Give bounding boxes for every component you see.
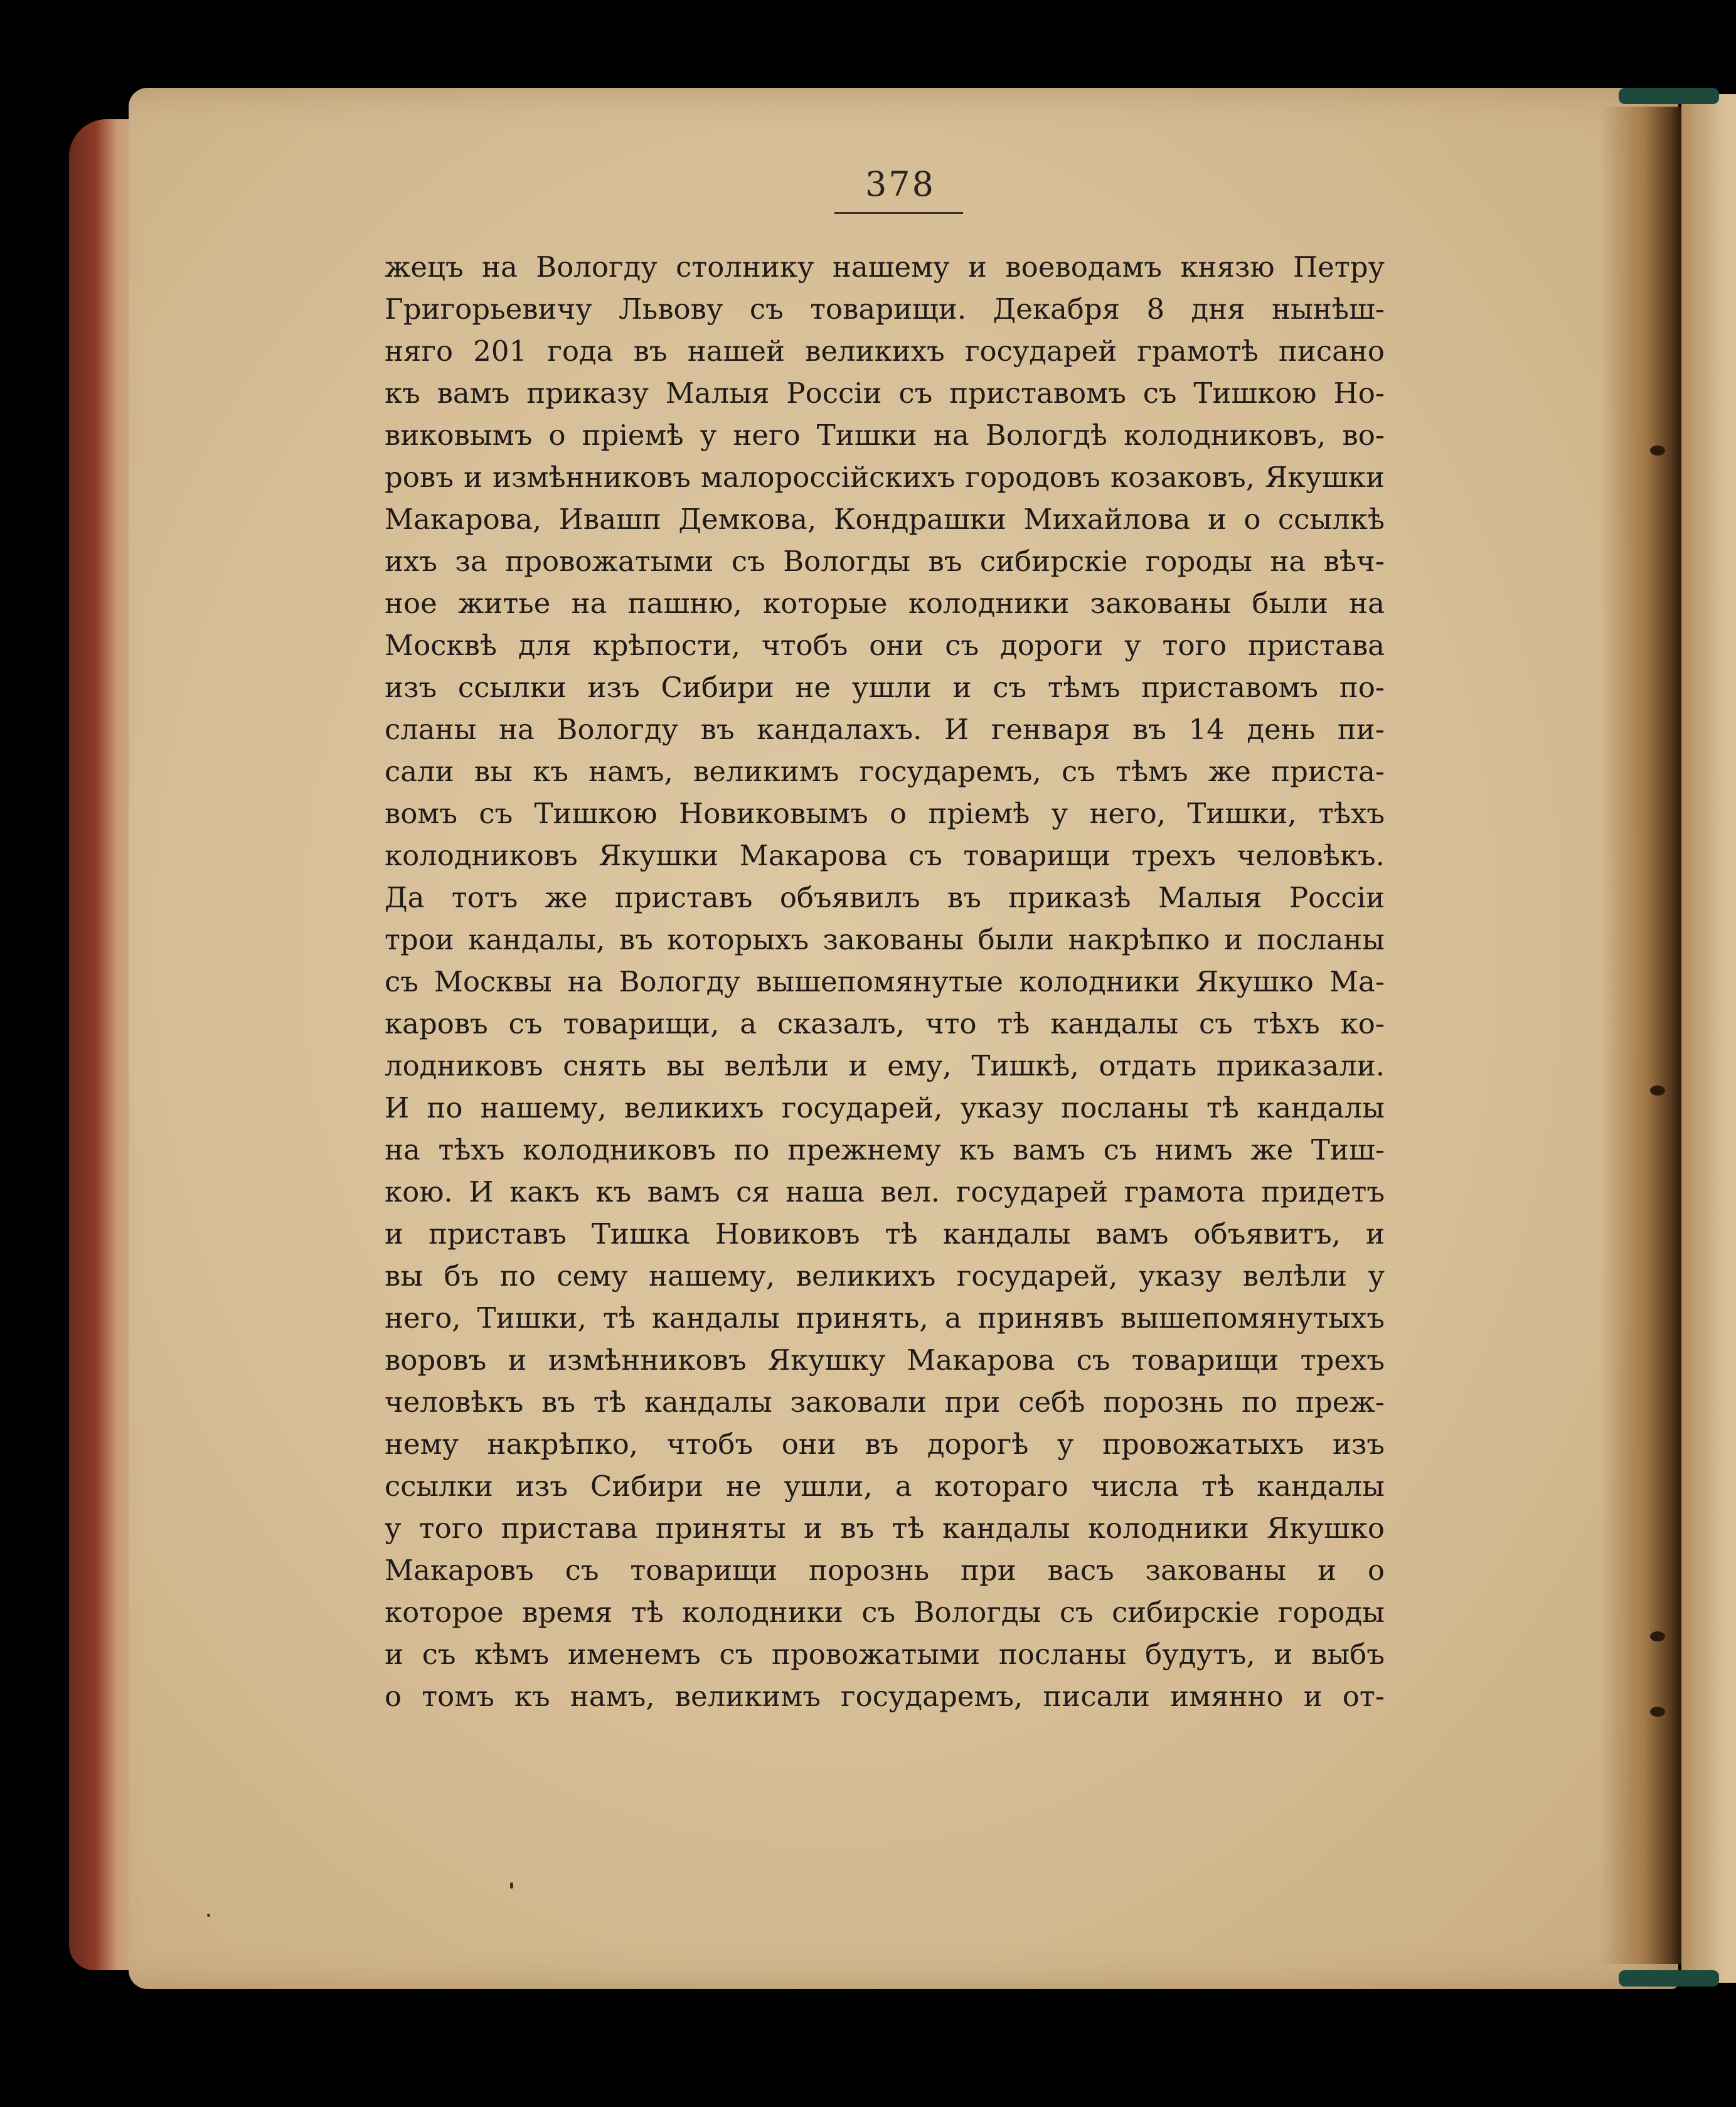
- text-line: трои кандалы, въ которыхъ закованы были накрѣпко и посланы: [385, 923, 1385, 956]
- text-line: къ вамъ приказу Малыя Россіи съ приставомъ съ Тишкою Но-: [385, 376, 1385, 410]
- binding-stitch: [1650, 1707, 1665, 1717]
- text-line: сали вы къ намъ, великимъ государемъ, съ тѣмъ же приста-: [385, 755, 1385, 788]
- text-line: Григорьевичу Львову съ товарищи. Декабря 8 дня нынѣш-: [385, 292, 1385, 326]
- text-line: которое время тѣ колодники съ Вологды съ сибирскіе городы: [385, 1596, 1385, 1629]
- book-gutter: [1600, 107, 1681, 1964]
- binding-stitch: [1650, 1086, 1665, 1096]
- text-line: ихъ за провожатыми съ Вологды въ сибирскіе городы на вѣч-: [385, 545, 1385, 578]
- paper-speck: [207, 1914, 210, 1917]
- binding-thread-bottom: [1619, 1970, 1719, 1987]
- text-line: съ Москвы на Вологду вышепомянутые колодники Якушко Ма-: [385, 965, 1385, 998]
- text-line: колодниковъ Якушки Макарова съ товарищи трехъ человѣкъ.: [385, 839, 1385, 872]
- binding-stitch: [1650, 445, 1665, 456]
- text-line: вы бъ по сему нашему, великихъ государей, указу велѣли у: [385, 1259, 1385, 1293]
- header-rule: [834, 212, 963, 214]
- body-text: [385, 246, 1385, 1717]
- text-line: ное житье на пашню, которые колодники закованы были на: [385, 587, 1385, 620]
- text-line: лодниковъ снять вы велѣли и ему, Тишкѣ, отдать приказали.: [385, 1049, 1385, 1082]
- text-line: у того пристава приняты и въ тѣ кандалы колодники Якушко: [385, 1512, 1385, 1545]
- text-line: И по нашему, великихъ государей, указу посланы тѣ кандалы: [385, 1091, 1385, 1124]
- text-line: нему накрѣпко, чтобъ они въ дорогѣ у провожатыхъ изъ: [385, 1427, 1385, 1461]
- text-line: на тѣхъ колодниковъ по прежнему къ вамъ съ нимъ же Тиш-: [385, 1133, 1385, 1166]
- right-page-edge: [1681, 94, 1736, 1983]
- text-line: сланы на Вологду въ кандалахъ. И генваря въ 14 день пи-: [385, 713, 1385, 746]
- text-line: Да тотъ же приставъ объявилъ въ приказѣ Малыя Россіи: [385, 881, 1385, 914]
- text-line: жецъ на Вологду столнику нашему и воеводамъ князю Петру: [385, 250, 1385, 284]
- text-line: человѣкъ въ тѣ кандалы заковали при себѣ порознь по преж-: [385, 1385, 1385, 1419]
- text-line: и приставъ Тишка Новиковъ тѣ кандалы вамъ объявитъ, и: [385, 1217, 1385, 1251]
- text-line: виковымъ о пріемѣ у него Тишки на Вологдѣ колодниковъ, во-: [385, 419, 1385, 452]
- text-line: него, Тишки, тѣ кандалы принять, а принявъ вышепомянутыхъ: [385, 1301, 1385, 1335]
- text-line: кою. И какъ къ вамъ ся наша вел. государей грамота придетъ: [385, 1175, 1385, 1208]
- text-line: ровъ и измѣнниковъ малороссійскихъ городовъ козаковъ, Якушки: [385, 461, 1385, 494]
- text-line: ссылки изъ Сибири не ушли, а котораго числа тѣ кандалы: [385, 1470, 1385, 1503]
- text-line: каровъ съ товарищи, а сказалъ, что тѣ кандалы съ тѣхъ ко-: [385, 1007, 1385, 1040]
- paper-speck: [510, 1882, 513, 1889]
- text-line: и съ кѣмъ именемъ съ провожатыми посланы будутъ, и выбъ: [385, 1638, 1385, 1671]
- binding-stitch: [1650, 1631, 1665, 1641]
- text-line: о томъ къ намъ, великимъ государемъ, писали имянно и от-: [385, 1680, 1385, 1713]
- text-line: воровъ и измѣнниковъ Якушку Макарова съ товарищи трехъ: [385, 1343, 1385, 1377]
- text-line: Москвѣ для крѣпости, чтобъ они съ дороги у того пристава: [385, 629, 1385, 662]
- text-line: Макарова, Ивашп Демкова, Кондрашки Михайлова и о ссылкѣ: [385, 503, 1385, 536]
- page-number: 378: [865, 164, 936, 204]
- text-line: няго 201 года въ нашей великихъ государей грамотѣ писано: [385, 334, 1385, 368]
- text-line: изъ ссылки изъ Сибири не ушли и съ тѣмъ приставомъ по-: [385, 671, 1385, 704]
- binding-thread-top: [1619, 88, 1719, 104]
- text-line: вомъ съ Тишкою Новиковымъ о пріемѣ у него, Тишки, тѣхъ: [385, 797, 1385, 830]
- text-line: Макаровъ съ товарищи порознь при васъ закованы и о: [385, 1554, 1385, 1587]
